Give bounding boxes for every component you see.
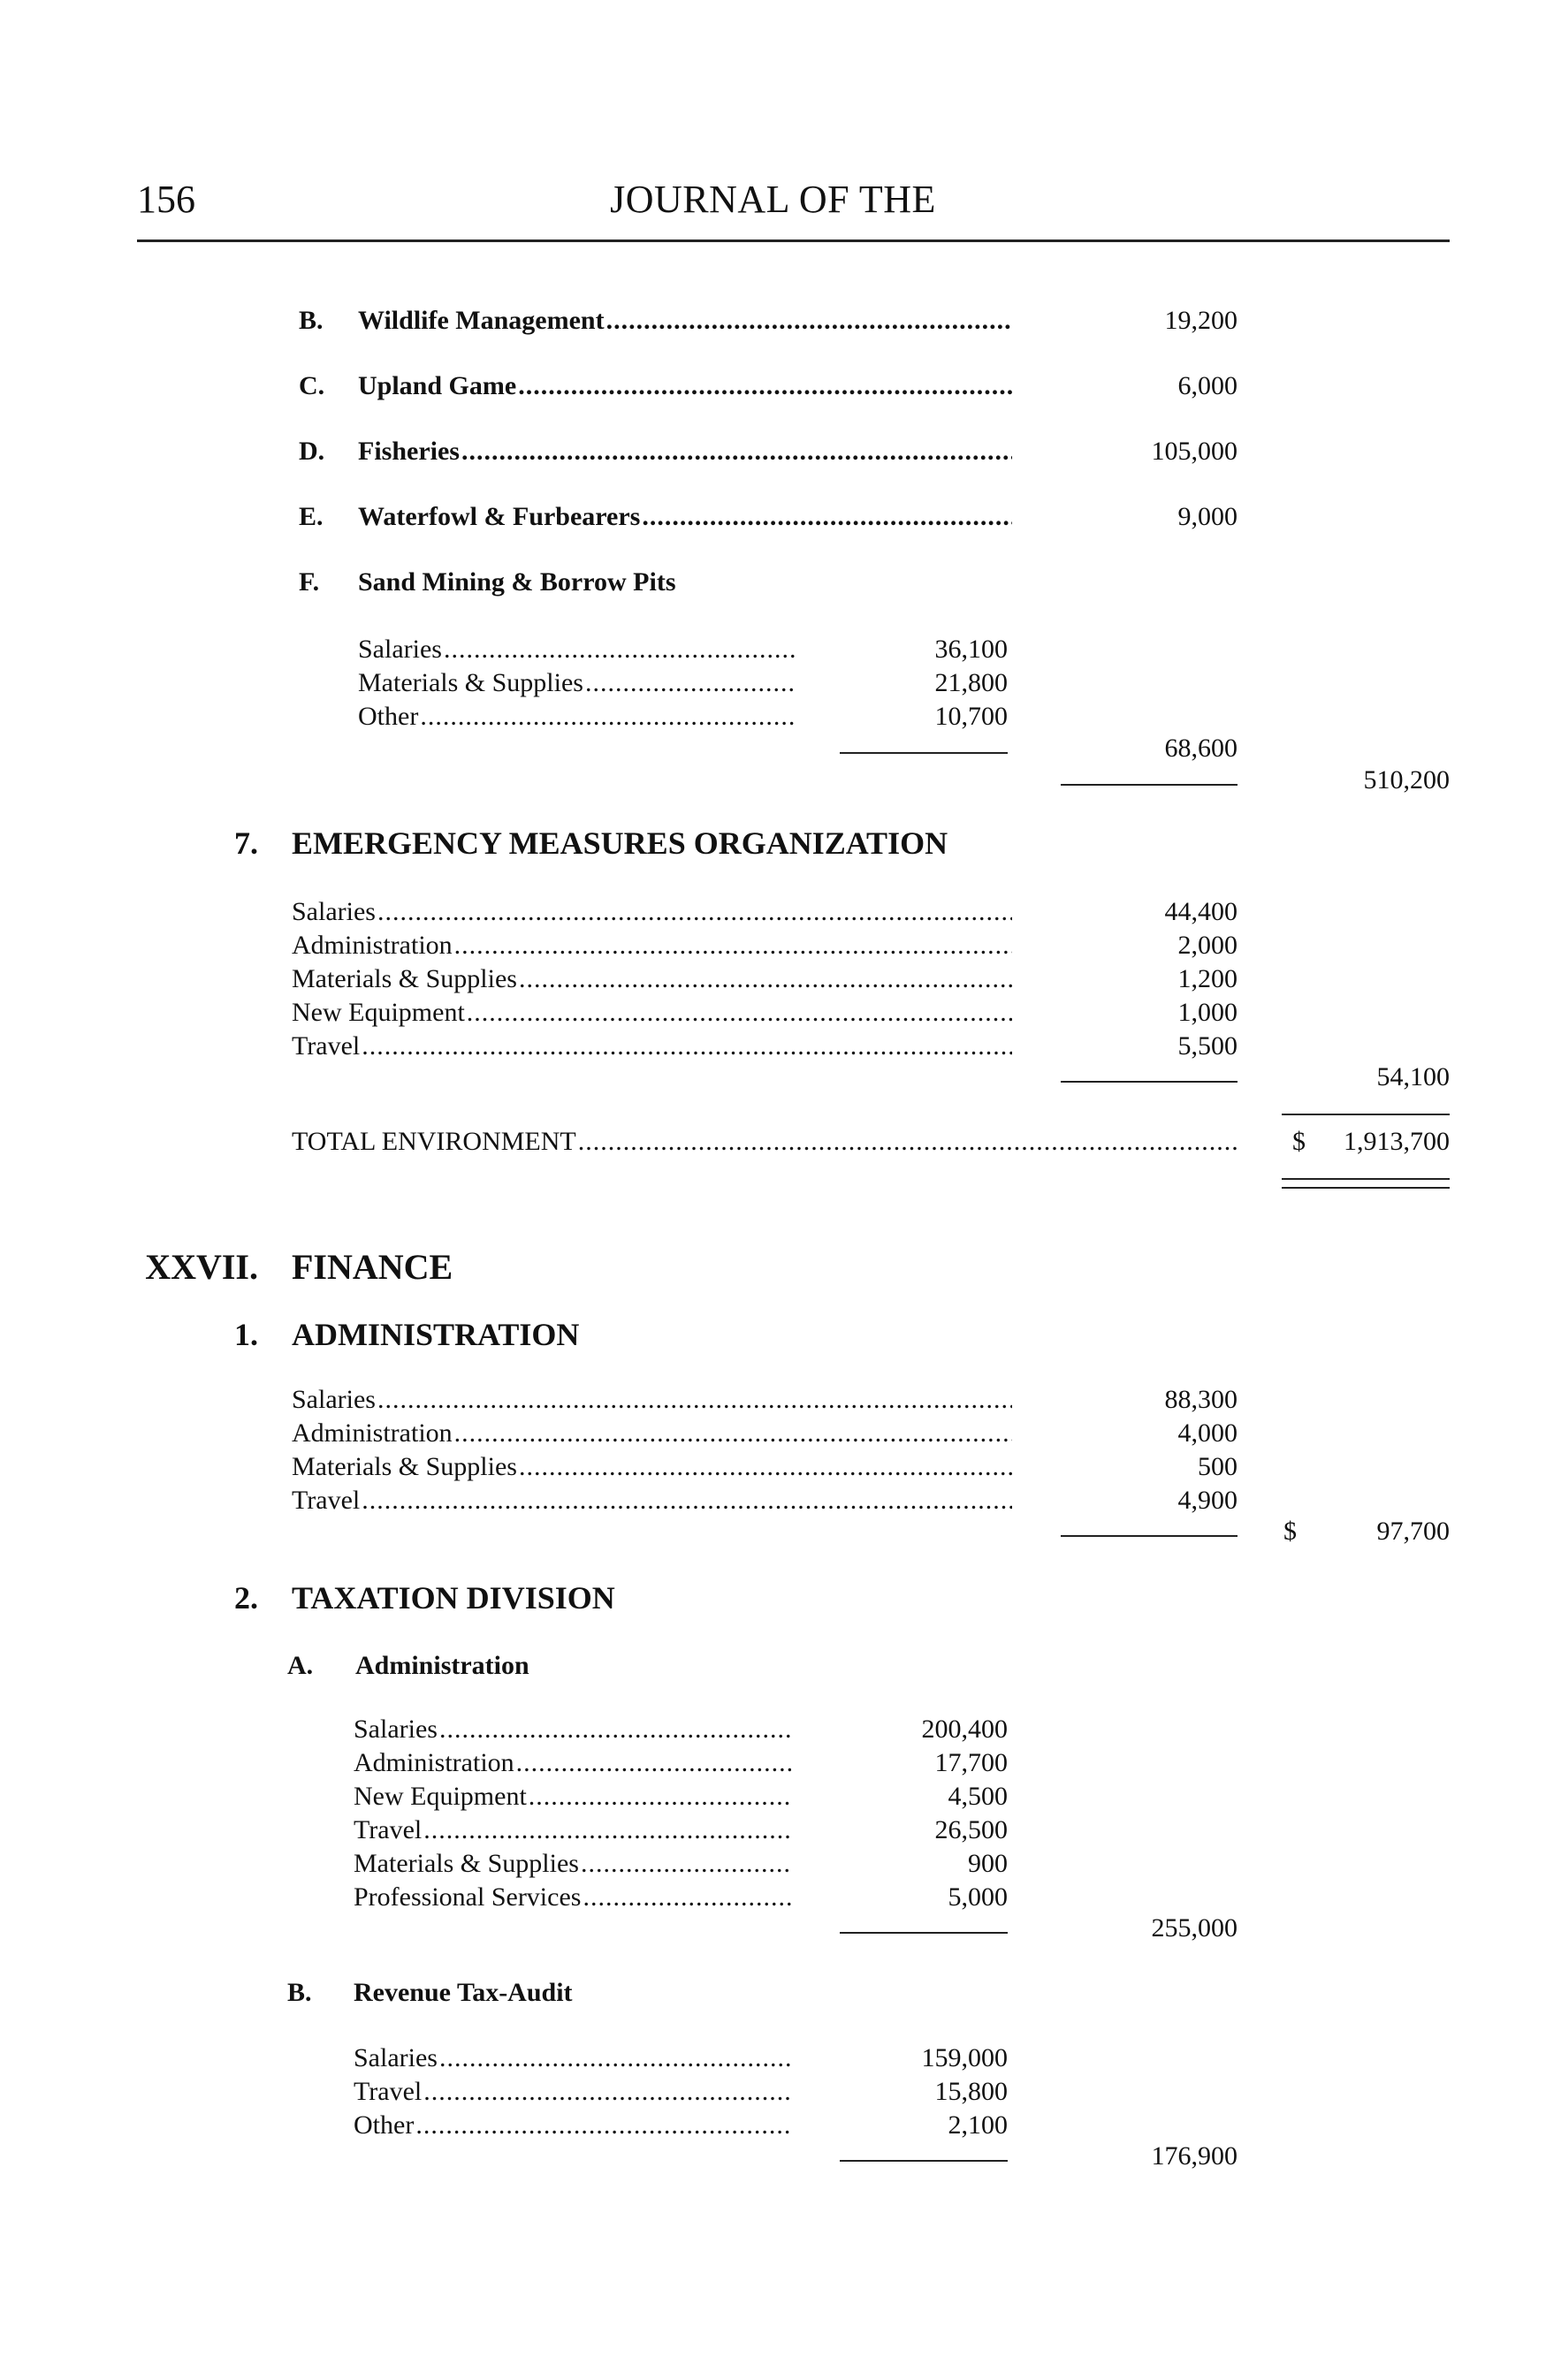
item-amount: 15,800 bbox=[934, 2077, 1008, 2106]
total-environment-row bbox=[0, 1127, 1546, 1162]
item-amount: 19,200 bbox=[1164, 306, 1238, 335]
section-title: EMERGENCY MEASURES ORGANIZATION bbox=[292, 825, 948, 861]
line-item bbox=[0, 1715, 1546, 1750]
item-amount: 2,100 bbox=[948, 2110, 1008, 2140]
line-item bbox=[0, 371, 1546, 407]
item-letter: D. bbox=[299, 437, 325, 466]
item-amount: 1,000 bbox=[1177, 998, 1238, 1027]
item-label: Materials & Supplies ..... bbox=[292, 1452, 1012, 1482]
line-item bbox=[0, 2043, 1546, 2079]
item-label: Salaries ..... bbox=[358, 635, 796, 665]
item-label: Other ..... bbox=[358, 702, 796, 732]
page-title: JOURNAL OF THE bbox=[610, 178, 936, 221]
item-label: Salaries ..... bbox=[354, 2043, 791, 2073]
section-title: TAXATION DIVISION bbox=[292, 1580, 615, 1616]
subsection-title: Administration bbox=[355, 1651, 529, 1680]
line-item bbox=[0, 2110, 1546, 2146]
section-total-row bbox=[0, 765, 1546, 801]
item-label: Travel ..... bbox=[292, 1031, 1012, 1061]
header-rule bbox=[137, 240, 1450, 242]
line-item bbox=[0, 1882, 1546, 1918]
item-label: Administration ..... bbox=[292, 931, 1012, 961]
item-label: New Equipment ..... bbox=[292, 998, 1012, 1028]
item-amount: 5,500 bbox=[1177, 1031, 1238, 1061]
part-number: XXVII. bbox=[145, 1247, 258, 1287]
total-environment-amount: 1,913,700 bbox=[1344, 1127, 1450, 1156]
item-label: Administration ..... bbox=[354, 1748, 791, 1778]
subtotal-row bbox=[0, 2141, 1546, 2177]
section-total-amount: 510,200 bbox=[1363, 765, 1450, 795]
subtotal-amount: 255,000 bbox=[1151, 1913, 1238, 1943]
item-amount: 9,000 bbox=[1177, 502, 1238, 531]
section-total-amount: 97,700 bbox=[1376, 1517, 1450, 1546]
item-amount: 4,900 bbox=[1177, 1486, 1238, 1515]
item-label: Administration ..... bbox=[292, 1418, 1012, 1449]
line-item bbox=[0, 1418, 1546, 1454]
line-item bbox=[0, 668, 1546, 703]
item-amount: 200,400 bbox=[921, 1715, 1008, 1744]
subsection-title: Sand Mining & Borrow Pits bbox=[358, 567, 676, 597]
line-item bbox=[0, 702, 1546, 737]
line-item bbox=[0, 1849, 1546, 1884]
item-amount: 900 bbox=[968, 1849, 1008, 1878]
item-letter: B. bbox=[287, 1978, 312, 2007]
item-letter: C. bbox=[299, 371, 325, 400]
item-amount: 5,000 bbox=[948, 1882, 1008, 1912]
item-amount: 1,200 bbox=[1177, 964, 1238, 993]
item-amount: 10,700 bbox=[934, 702, 1008, 731]
total-environment-label: TOTAL ENVIRONMENT ..... bbox=[292, 1127, 1238, 1157]
item-amount: 17,700 bbox=[934, 1748, 1008, 1777]
item-letter: E. bbox=[299, 502, 324, 531]
item-letter: A. bbox=[287, 1651, 314, 1680]
item-label: Materials & Supplies ..... bbox=[358, 668, 796, 698]
item-label: Materials & Supplies ..... bbox=[292, 964, 1012, 994]
line-item bbox=[0, 931, 1546, 966]
item-amount: 6,000 bbox=[1177, 371, 1238, 400]
item-amount: 88,300 bbox=[1164, 1385, 1238, 1414]
double-rule-bottom bbox=[1282, 1187, 1450, 1189]
subtotal-amount: 68,600 bbox=[1164, 734, 1238, 763]
item-label: Travel ..... bbox=[354, 2077, 791, 2107]
item-label: Fisheries ..... bbox=[358, 437, 1012, 467]
section-number: 2. bbox=[234, 1580, 258, 1616]
line-item bbox=[0, 964, 1546, 1000]
subtotal-row bbox=[0, 734, 1546, 769]
item-label: Wildlife Management ..... bbox=[358, 306, 1012, 336]
line-item bbox=[0, 998, 1546, 1033]
item-label: Salaries ..... bbox=[354, 1715, 791, 1745]
section-title: ADMINISTRATION bbox=[292, 1317, 580, 1352]
item-label: Salaries ..... bbox=[292, 1385, 1012, 1415]
line-item bbox=[0, 635, 1546, 670]
item-label: Travel ..... bbox=[292, 1486, 1012, 1516]
item-amount: 36,100 bbox=[934, 635, 1008, 664]
section-total-row bbox=[0, 1062, 1546, 1098]
item-label: Other ..... bbox=[354, 2110, 791, 2140]
subtotal-amount: 176,900 bbox=[1151, 2141, 1238, 2171]
line-item bbox=[0, 1815, 1546, 1851]
item-amount: 4,500 bbox=[948, 1782, 1008, 1811]
currency-symbol: $ bbox=[1292, 1127, 1306, 1156]
line-item bbox=[0, 1452, 1546, 1487]
item-label: New Equipment ..... bbox=[354, 1782, 791, 1812]
line-item bbox=[0, 1748, 1546, 1783]
item-letter: F. bbox=[299, 567, 320, 597]
section-total-amount: 54,100 bbox=[1376, 1062, 1450, 1091]
item-label: Salaries ..... bbox=[292, 897, 1012, 927]
page-number: 156 bbox=[137, 178, 195, 221]
item-label: Waterfowl & Furbearers ..... bbox=[358, 502, 1012, 532]
total-rule bbox=[1282, 1114, 1450, 1115]
line-item bbox=[0, 1031, 1546, 1067]
subtotal-row bbox=[0, 1913, 1546, 1949]
item-amount: 44,400 bbox=[1164, 897, 1238, 926]
item-label: Materials & Supplies ..... bbox=[354, 1849, 791, 1879]
item-label: Travel ..... bbox=[354, 1815, 791, 1845]
item-amount: 26,500 bbox=[934, 1815, 1008, 1844]
line-item bbox=[0, 1385, 1546, 1420]
item-letter: B. bbox=[299, 306, 324, 335]
double-rule-top bbox=[1282, 1178, 1450, 1180]
item-amount: 159,000 bbox=[921, 2043, 1008, 2072]
line-item bbox=[0, 306, 1546, 341]
line-item bbox=[0, 897, 1546, 932]
section-total-row bbox=[0, 1517, 1546, 1552]
item-amount: 21,800 bbox=[934, 668, 1008, 697]
section-number: 1. bbox=[234, 1317, 258, 1352]
line-item bbox=[0, 502, 1546, 537]
item-amount: 4,000 bbox=[1177, 1418, 1238, 1448]
item-label: Upland Game ..... bbox=[358, 371, 1012, 401]
item-amount: 2,000 bbox=[1177, 931, 1238, 960]
item-label: Professional Services ..... bbox=[354, 1882, 791, 1912]
item-amount: 105,000 bbox=[1151, 437, 1238, 466]
currency-symbol: $ bbox=[1283, 1517, 1297, 1546]
section-number: 7. bbox=[234, 825, 258, 861]
subsection-title: Revenue Tax-Audit bbox=[354, 1978, 573, 2007]
line-item bbox=[0, 437, 1546, 472]
part-title: FINANCE bbox=[292, 1247, 453, 1287]
item-amount: 500 bbox=[1198, 1452, 1238, 1481]
line-item bbox=[0, 2077, 1546, 2112]
line-item bbox=[0, 1486, 1546, 1521]
line-item bbox=[0, 1782, 1546, 1817]
